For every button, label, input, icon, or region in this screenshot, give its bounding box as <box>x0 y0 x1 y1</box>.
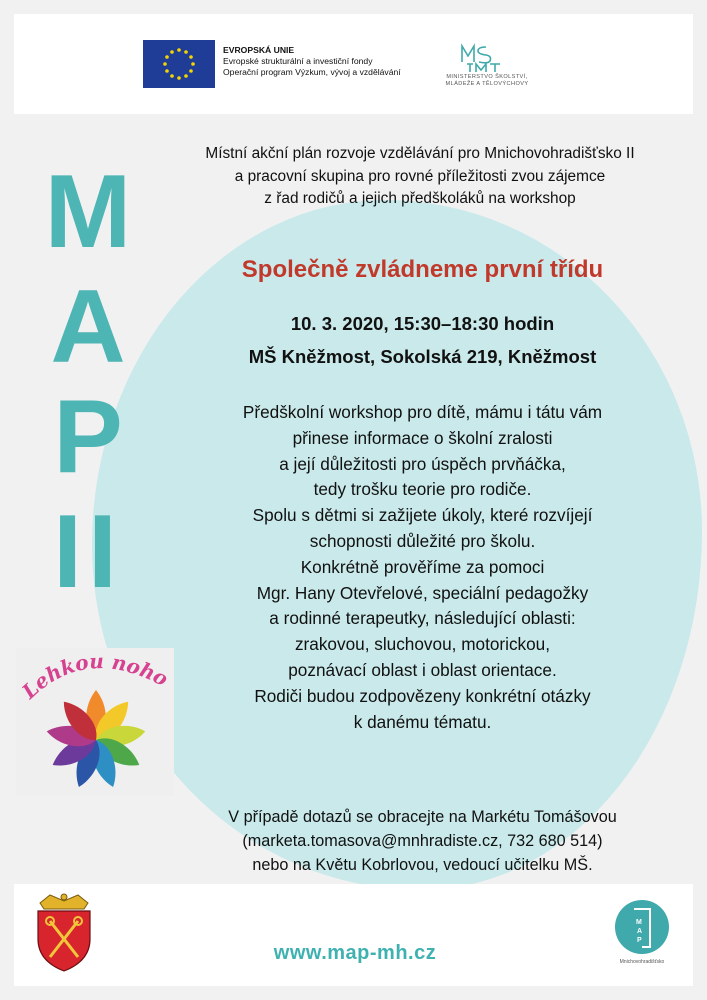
description-line: tedy trošku teorie pro rodiče. <box>313 479 532 500</box>
big-letter-a: A <box>50 269 126 385</box>
leaf-flower-icon <box>16 648 174 796</box>
eu-flag-icon <box>143 40 215 88</box>
description-line: schopnosti důležité pro školu. <box>309 530 536 551</box>
description-line: k danému tématu. <box>353 711 492 732</box>
big-letter-m: M <box>44 154 132 270</box>
contact-email-phone: (marketa.tomasova@mnhradiste.cz, 732 680 514) <box>242 832 603 850</box>
description-line: poznávací oblast i oblast orientace. <box>288 659 557 680</box>
event-place: MŠ Kněžmost, Sokolská 219, Kněžmost <box>248 346 597 367</box>
eu-line-2: Operační program Výzkum, vývoj a vzdělávání <box>223 67 401 77</box>
svg-text:A: A <box>637 928 643 935</box>
map-logo-label: Mnichovohradišťsko <box>619 959 665 965</box>
description-line: Mgr. Hany Otevřelové, speciální pedagožky <box>256 582 589 603</box>
msmt-line-2: MLÁDEŽE A TĚLOVÝCHOVY <box>445 81 529 87</box>
description-line: zrakovou, sluchovou, motorickou, <box>294 634 551 655</box>
contact-line: V případě dotazů se obracejte na Markétu Tomášovou <box>228 808 617 826</box>
description-line: Rodiči budou zodpovězeny konkrétní otázky <box>254 685 591 706</box>
website-link[interactable]: www.map-mh.cz <box>273 942 437 964</box>
description-line: Předškolní workshop pro dítě, mámu i tátu vám <box>242 402 603 422</box>
eu-title: EVROPSKÁ UNIE <box>223 45 295 55</box>
svg-text:P: P <box>637 937 642 944</box>
eu-text-block <box>223 45 433 78</box>
msmt-text <box>432 74 542 88</box>
description-line: Spolu s dětmi si zažijete úkoly, které rozvíjejí <box>252 505 593 526</box>
description-line: přinese informace o školní zralosti <box>292 427 553 448</box>
intro-line: a pracovní skupina pro rovné příležitosti zvou zájemce <box>234 167 606 185</box>
map-logo-icon <box>612 897 672 977</box>
description-line: a rodinné terapeutky, následující oblasti: <box>269 608 576 629</box>
intro-text <box>150 143 690 211</box>
contact-line: nebo na Květu Kobrlovou, vedoucí učitelku MŠ. <box>252 856 593 874</box>
coat-of-arms-icon <box>30 891 98 973</box>
description <box>170 400 675 735</box>
big-letter-ii: II <box>53 494 123 610</box>
event-title: Společně zvládneme první třídu <box>241 256 604 283</box>
lehkou-nohou-logo <box>16 648 174 796</box>
intro-line: z řad rodičů a jejich předškoláků na workshop <box>264 190 576 207</box>
description-line: Konkrétně prověříme za pomoci <box>300 556 545 577</box>
msmt-line-1: MINISTERSTVO ŠKOLSTVÍ, <box>446 74 528 80</box>
logo-text: Lehkou noho <box>17 648 172 704</box>
footer-strip <box>14 884 693 986</box>
big-letter-p: P <box>53 379 123 495</box>
description-line: a její důležitosti pro úspěch prvňáčka, <box>279 453 566 474</box>
contact-info <box>150 805 695 877</box>
svg-text:M: M <box>636 919 642 926</box>
eu-line-1: Evropské strukturální a investiční fondy <box>223 56 373 66</box>
event-date: 10. 3. 2020, 15:30–18:30 hodin <box>290 313 555 334</box>
intro-line: Místní akční plán rozvoje vzdělávání pro Mnichovohradišťsko II <box>205 145 635 162</box>
